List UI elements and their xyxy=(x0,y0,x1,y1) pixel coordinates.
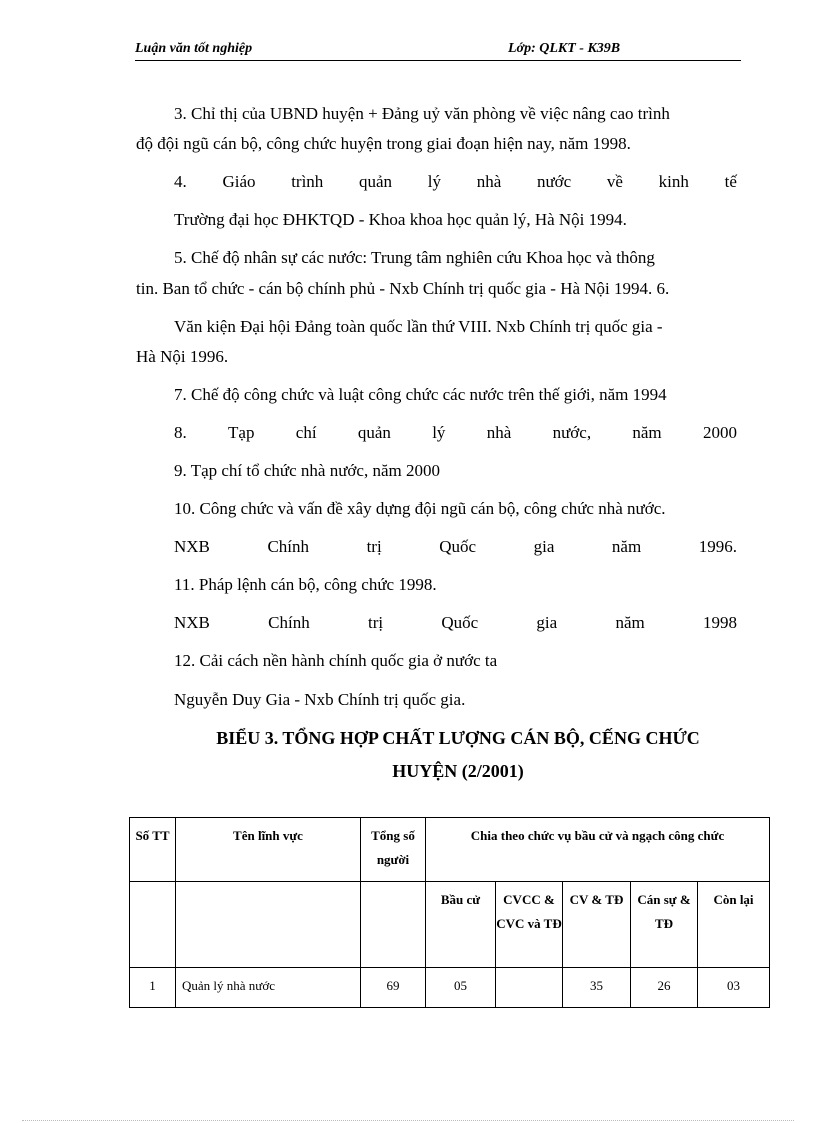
table-header-row xyxy=(130,818,770,882)
sub-header-cv: CV & TĐ xyxy=(563,882,631,968)
sub-header-clerk: Cán sự & TĐ xyxy=(631,882,698,968)
header-group: Chia theo chức vụ bầu cử và ngạch công chức xyxy=(426,818,770,882)
ref-12-line-2: Nguyễn Duy Gia - Nxb Chính trị quốc gia. xyxy=(174,690,466,709)
ref-12-line-1: 12. Cải cách nền hành chính quốc gia ở nước ta xyxy=(174,651,498,670)
sub-header-remaining: Còn lại xyxy=(698,882,770,968)
header-class-label: Lớp: QLKT - K39B xyxy=(508,41,621,56)
header-thesis-label: Luận văn tốt nghiệp xyxy=(135,41,253,56)
ref-7: 7. Chế độ công chức và luật công chức các nước trên thế giới, năm 1994 xyxy=(174,385,667,404)
sub-header-election: Bầu cử xyxy=(426,882,496,968)
cell-field: Quản lý nhà nước xyxy=(176,968,361,1008)
staff-quality-table xyxy=(129,817,770,1008)
cell-total: 69 xyxy=(361,968,426,1008)
ref-10-line-2: NXB Chính trị Quốc gia năm 1996. xyxy=(174,537,737,556)
ref-4-line-2: Trường đại học ĐHKTQD - Khoa khoa học quản lý, Hà Nội 1994. xyxy=(174,210,627,229)
ref-6-line-2: Hà Nội 1996. xyxy=(136,347,229,366)
ref-8: 8. Tạp chí quản lý nhà nước, năm 2000 xyxy=(174,423,737,442)
cell-stt: 1 xyxy=(130,968,176,1008)
empty-cell xyxy=(361,882,426,968)
ref-11-line-1: 11. Pháp lệnh cán bộ, công chức 1998. xyxy=(174,575,437,594)
ref-6-line-1: Văn kiện Đại hội Đảng toàn quốc lần thứ VIII. Nxb Chính trị quốc gia - xyxy=(174,317,663,336)
ref-4-line-1: 4. Giáo trình quản lý nhà nước về kinh tế xyxy=(174,172,737,191)
ref-10-line-1: 10. Công chức và vấn đề xây dựng đội ngũ cán bộ, công chức nhà nước. xyxy=(174,499,666,518)
ref-3-line-1: 3. Chỉ thị của UBND huyện + Đảng uỷ văn phòng về việc nâng cao trình xyxy=(174,104,670,123)
page-header xyxy=(135,40,741,61)
ref-3-line-2: độ đội ngũ cán bộ, công chức huyện trong giai đoạn hiện nay, năm 1998. xyxy=(136,134,631,153)
cell-cv: 35 xyxy=(563,968,631,1008)
table-title-line-2: HUYỆN (2/2001) xyxy=(392,761,524,781)
cell-remaining: 03 xyxy=(698,968,770,1008)
cell-clerk: 26 xyxy=(631,968,698,1008)
header-field: Tên lĩnh vực xyxy=(176,818,361,882)
empty-cell xyxy=(176,882,361,968)
ref-5-line-1: 5. Chế độ nhân sự các nước: Trung tâm nghiên cứu Khoa học và thông xyxy=(174,248,655,267)
empty-cell xyxy=(130,882,176,968)
page-bottom-divider xyxy=(22,1120,794,1121)
table-row xyxy=(130,968,770,1008)
table-title-line-1: BIỂU 3. TỔNG HỢP CHẤT LƯỢNG CÁN BỘ, CẾNG CHỨC xyxy=(216,728,700,748)
cell-cvcc xyxy=(496,968,563,1008)
header-stt: Số TT xyxy=(130,818,176,882)
ref-11-line-2: NXB Chính trị Quốc gia năm 1998 xyxy=(174,613,737,632)
sub-header-cvcc: CVCC & CVC và TĐ xyxy=(496,882,563,968)
table-subheader-row xyxy=(130,882,770,968)
cell-election: 05 xyxy=(426,968,496,1008)
ref-5-line-2: tin. Ban tổ chức - cán bộ chính phủ - Nxb Chính trị quốc gia - Hà Nội 1994. 6. xyxy=(136,279,670,298)
header-total: Tổng số người xyxy=(361,818,426,882)
ref-9: 9. Tạp chí tổ chức nhà nước, năm 2000 xyxy=(174,461,440,480)
